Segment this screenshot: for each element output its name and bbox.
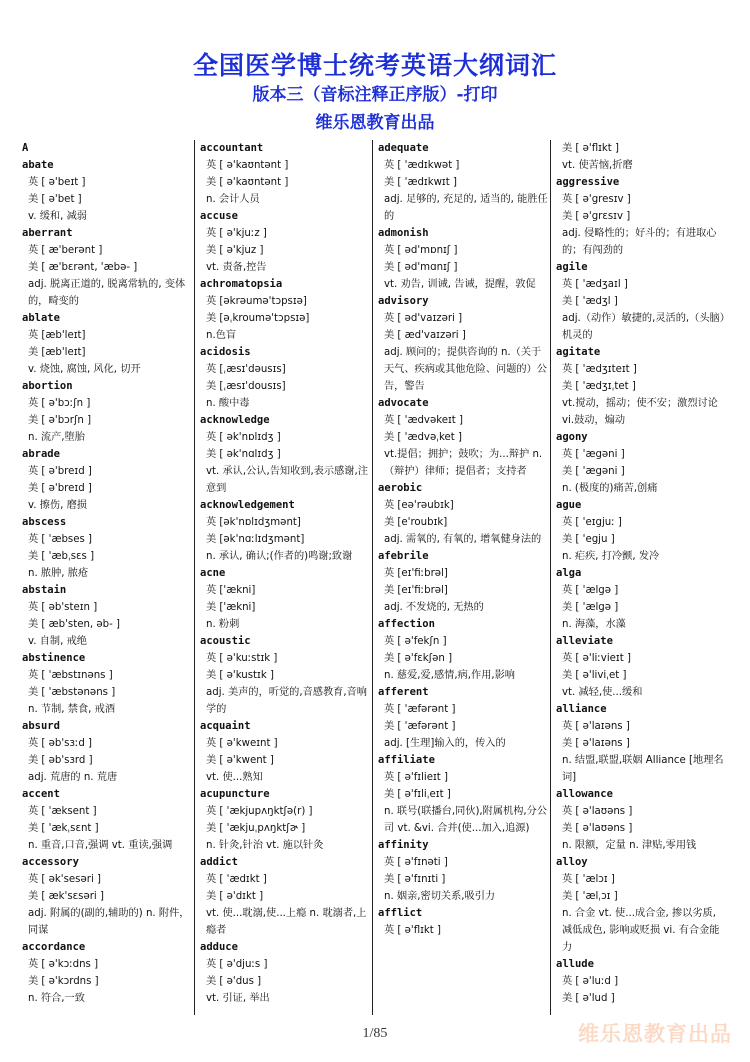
- definition-line: n. 结盟,联盟,联姻 Alliance [地理名词]: [562, 755, 724, 783]
- phonetic-line: 英 [ 'eɪgjuː ]: [562, 517, 622, 528]
- headword: agitate: [556, 346, 601, 358]
- phonetic-line: 美 [ ə'kwent ]: [206, 755, 274, 766]
- headword: advisory: [378, 295, 429, 307]
- phonetic-line: 英 [ 'ædʒɪteɪt ]: [562, 364, 637, 375]
- phonetic-line: 美 [ ə'dus ]: [206, 976, 262, 987]
- headword: aerobic: [378, 482, 423, 494]
- phonetic-line: 英 [ ə'fɪlieɪt ]: [384, 772, 449, 783]
- headword: abscess: [22, 516, 67, 528]
- phonetic-line: 英 [ ə'beɪt ]: [28, 177, 86, 188]
- phonetic-line: 美 [ 'ædʒɪˌtet ]: [562, 381, 636, 392]
- phonetic-line: 美 [ ə'flɪkt ]: [562, 143, 620, 154]
- headword: agile: [556, 261, 588, 273]
- phonetic-line: 美 [ ə'kaʊntənt ]: [206, 177, 289, 188]
- definition-line: adj. 美声的，听觉的,音感教育,音响学的: [206, 687, 367, 715]
- column-divider: [194, 140, 195, 1015]
- phonetic-line: 美 [ 'ædʒl ]: [562, 296, 618, 307]
- phonetic-line: 美 [ 'ægəni ]: [562, 466, 625, 477]
- phonetic-line: 英 [ 'ædʒaɪl ]: [562, 279, 628, 290]
- phonetic-line: 美 [ 'ælˌɔɪ ]: [562, 891, 618, 902]
- phonetic-line: 英 ['ækni]: [206, 585, 256, 596]
- phonetic-line: 英 [eɪ'fiːbrəl]: [384, 568, 448, 579]
- phonetic-line: 英 [ək'nɒlɪdʒmənt]: [206, 517, 301, 528]
- definition-line: vt. 使苦恼,折磨: [562, 160, 633, 171]
- phonetic-line: 美 [ 'ædɪkwɪt ]: [384, 177, 457, 188]
- headword: acquaint: [200, 720, 251, 732]
- phonetic-line: 英 [ əd'mɒnɪʃ ]: [384, 245, 458, 256]
- phonetic-line: 英 [ ə'kweɪnt ]: [206, 738, 278, 749]
- page-title: 全国医学博士统考英语大纲词汇: [192, 51, 557, 80]
- phonetic-line: 英 [ əb'steɪn ]: [28, 602, 98, 613]
- column-4: [556, 140, 726, 1015]
- headword: abstain: [22, 584, 67, 596]
- definition-line: vt. 引证, 举出: [206, 993, 270, 1004]
- phonetic-line: 美 [ æd'vaɪzəri ]: [384, 330, 466, 341]
- phonetic-line: 美 [ 'æfərənt ]: [384, 721, 456, 732]
- headword: alga: [556, 567, 582, 579]
- phonetic-line: 英 [ ə'laɪəns ]: [562, 721, 630, 732]
- definition-line: vt. 使...熟知: [206, 772, 263, 783]
- definition-line: n. 姻亲,密切关系,吸引力: [384, 891, 496, 902]
- phonetic-line: 英 [ ə'fɪnəti ]: [384, 857, 448, 868]
- column-divider: [372, 140, 373, 1015]
- definition-line: vt.提倡；拥护；鼓吹；为...辩护 n.（辩护）律师；提倡者；支持者: [384, 449, 543, 477]
- column-divider: [550, 140, 551, 1015]
- definition-line: n. 符合,一致: [28, 993, 85, 1004]
- phonetic-line: 英 [ ə'liːvieɪt ]: [562, 653, 631, 664]
- headword: addict: [200, 856, 238, 868]
- definition-line: v. 擦伤, 磨损: [28, 500, 87, 511]
- phonetic-line: 美 [æb'leɪt]: [28, 347, 86, 358]
- headword: alliance: [556, 703, 607, 715]
- phonetic-line: 英 [ ə'kjuːz ]: [206, 228, 267, 239]
- phonetic-line: 美 [ 'ækˌsɛnt ]: [28, 823, 99, 834]
- definition-line: vt. 减轻,使...缓和: [562, 687, 643, 698]
- headword: adduce: [200, 941, 238, 953]
- headword: accessory: [22, 856, 79, 868]
- phonetic-line: 美 [ ə'fɛkʃən ]: [384, 653, 453, 664]
- phonetic-line: 美 [ ə'bet ]: [28, 194, 82, 205]
- phonetic-line: 英 [ ə'laʊəns ]: [562, 806, 633, 817]
- definition-line: n. 海藻，水藻: [562, 619, 626, 630]
- definition-line: v. 自制, 戒绝: [28, 636, 87, 647]
- definition-line: n. 流产,堕胎: [28, 432, 85, 443]
- definition-line: vt. 使...耽溺,使...上瘾 n. 耽溺者,上瘾者: [206, 908, 367, 936]
- phonetic-line: 英 [ 'ædɪkwət ]: [384, 160, 460, 171]
- definition-line: adj. 足够的, 充足的, 适当的, 能胜任的: [384, 194, 548, 222]
- headword: adequate: [378, 142, 429, 154]
- phonetic-line: 美 [ əb'sɜrd ]: [28, 755, 93, 766]
- headword: allowance: [556, 788, 613, 800]
- phonetic-line: 美 [ æk'sɛsəri ]: [28, 891, 104, 902]
- phonetic-line: 美 [ 'egju ]: [562, 534, 615, 545]
- phonetic-line: 美 [ ə'lud ]: [562, 993, 615, 1004]
- headword: acupuncture: [200, 788, 270, 800]
- phonetic-line: 英 [eə'rəubɪk]: [384, 500, 454, 511]
- phonetic-line: 英 [ 'æfərənt ]: [384, 704, 456, 715]
- headword: ablate: [22, 312, 60, 324]
- phonetic-line: 美 [ ə'fɪliˌeɪt ]: [384, 789, 451, 800]
- phonetic-line: 英 [ ək'nɒlɪdʒ ]: [206, 432, 281, 443]
- phonetic-line: 英 [ 'ædɪkt ]: [206, 874, 267, 885]
- definition-line: v. 烧蚀, 腐蚀, 风化, 切开: [28, 364, 141, 375]
- headword: A: [22, 142, 29, 154]
- headword: abstinence: [22, 652, 86, 664]
- headword: ague: [556, 499, 582, 511]
- headword: acknowledge: [200, 414, 270, 426]
- column-3: [378, 140, 548, 1015]
- column-2: [200, 140, 370, 1015]
- phonetic-line: 英 [ ə'kɔːdns ]: [28, 959, 99, 970]
- phonetic-line: 美 [ək'nɑːlɪdʒmənt]: [206, 534, 305, 545]
- headword: abrade: [22, 448, 60, 460]
- definition-line: adj. 不发烧的, 无热的: [384, 602, 484, 613]
- phonetic-line: 美 [ ə'liviˌet ]: [562, 670, 627, 681]
- phonetic-line: 美 [ əd'mɑnɪʃ ]: [384, 262, 458, 273]
- phonetic-line: 美 [ 'ælgə ]: [562, 602, 619, 613]
- definition-line: adj. 脱离正道的, 脱离常轨的, 变体的，畸变的: [28, 279, 186, 307]
- definition-line: n. 脓肿, 脓疮: [28, 568, 89, 579]
- phonetic-line: 美 [ ə'kɔrdns ]: [28, 976, 99, 987]
- phonetic-line: 美 [əˌkroumə'tɔpsɪə]: [206, 313, 310, 324]
- phonetic-line: 英 [ 'ædvəkeɪt ]: [384, 415, 464, 426]
- definition-line: n. 联号(联播台,同伙),附属机构,分公司 vt. &vi. 合并(使...加入,追源): [384, 806, 548, 834]
- definition-line: adj.（动作）敏捷的,灵活的,（头脑）机灵的: [562, 313, 725, 341]
- headword: acoustic: [200, 635, 251, 647]
- phonetic-line: 英 [ ə'djuːs ]: [206, 959, 268, 970]
- headword: absurd: [22, 720, 60, 732]
- phonetic-line: 英 [ əd'vaɪzəri ]: [384, 313, 463, 324]
- vocabulary-columns: [22, 140, 732, 1015]
- definition-line: n. 疟疾, 打冷颤, 发冷: [562, 551, 660, 562]
- headword: admonish: [378, 227, 429, 239]
- headword: aggressive: [556, 176, 620, 188]
- phonetic-line: 英 [ ə'kuːstɪk ]: [206, 653, 278, 664]
- phonetic-line: 英 [ ə'breɪd ]: [28, 466, 92, 477]
- definition-line: adj. 需氧的, 有氧的, 增氧健身法的: [384, 534, 542, 545]
- phonetic-line: 英 [ 'ælgə ]: [562, 585, 619, 596]
- phonetic-line: 美 [ 'ækjuˌpʌŋktʃɚ ]: [206, 823, 306, 834]
- phonetic-line: 英 [ 'æbstɪnəns ]: [28, 670, 113, 681]
- phonetic-line: 英 [ˌæsɪ'dəusɪs]: [206, 364, 286, 375]
- phonetic-line: 美 [ ə'kjuz ]: [206, 245, 264, 256]
- phonetic-line: 美 [ ək'nɑlɪdʒ ]: [206, 449, 281, 460]
- headword: alleviate: [556, 635, 613, 647]
- phonetic-line: 美 [ ə'breɪd ]: [28, 483, 92, 494]
- definition-line: vt. 责备,控告: [206, 262, 267, 273]
- phonetic-line: 美 [ ə'kustɪk ]: [206, 670, 274, 681]
- phonetic-line: 英 [ ə'fekʃn ]: [384, 636, 447, 647]
- phonetic-line: 美 [ 'æbstənəns ]: [28, 687, 116, 698]
- phonetic-line: 英 [ ə'luːd ]: [562, 976, 619, 987]
- headword: affiliate: [378, 754, 435, 766]
- phonetic-line: 英 [əkrəumə'tɔpsɪə]: [206, 296, 307, 307]
- definition-line: n. 慈爱,爱,感情,病,作用,影响: [384, 670, 515, 681]
- headword: accuse: [200, 210, 238, 222]
- phonetic-line: 美 [ ə'laʊəns ]: [562, 823, 633, 834]
- phonetic-line: 英 [ ə'gresɪv ]: [562, 194, 631, 205]
- phonetic-line: 英 [ 'ægəni ]: [562, 449, 625, 460]
- headword: agony: [556, 431, 588, 443]
- phonetic-line: 英 [ 'æbses ]: [28, 534, 93, 545]
- headword: allude: [556, 958, 594, 970]
- definition-line: n.色盲: [206, 330, 237, 341]
- phonetic-line: 美 [ ə'dɪkt ]: [206, 891, 264, 902]
- phonetic-line: 英 [ ə'bɔːʃn ]: [28, 398, 91, 409]
- headword: afferent: [378, 686, 429, 698]
- phonetic-line: 英 [ əb'sɜːd ]: [28, 738, 93, 749]
- phonetic-line: 英 [ ək'sesəri ]: [28, 874, 101, 885]
- definition-line: adj. 侵略性的；好斗的；有进取心的；有闯劲的: [562, 228, 717, 256]
- headword: afflict: [378, 907, 423, 919]
- definition-line: n. 节制, 禁食, 戒酒: [28, 704, 116, 715]
- phonetic-line: 英 [ ə'kaʊntənt ]: [206, 160, 289, 171]
- definition-line: n. 承认, 确认;(作者的)鸣谢;致谢: [206, 551, 353, 562]
- headword: acidosis: [200, 346, 251, 358]
- headword: afebrile: [378, 550, 429, 562]
- definition-line: adj. 附属的(副的,辅助的) n. 附件，同谋: [28, 908, 190, 936]
- phonetic-line: 美 [ æb'sten, əb- ]: [28, 619, 121, 630]
- definition-line: n. 粉刺: [206, 619, 240, 630]
- phonetic-line: 英 [ æ'berənt ]: [28, 245, 103, 256]
- definition-line: adj. 荒唐的 n. 荒唐: [28, 772, 118, 783]
- definition-line: n. 重音,口音,强调 vt. 重读,强调: [28, 840, 173, 851]
- watermark: 维乐恩教育出品: [578, 1022, 732, 1046]
- definition-line: n. 会计人员: [206, 194, 260, 205]
- definition-line: adj. 顾问的；提供咨询的 n.（关于天气、疾病或其他危险、问题的）公告，警告: [384, 347, 547, 392]
- phonetic-line: 美 [ ə'laɪəns ]: [562, 738, 630, 749]
- phonetic-line: 美 [ ə'bɔrʃn ]: [28, 415, 92, 426]
- phonetic-line: 美 [ ə'grɛsɪv ]: [562, 211, 631, 222]
- phonetic-line: 美 ['ækni]: [206, 602, 256, 613]
- definition-line: v. 缓和, 减弱: [28, 211, 87, 222]
- headword: accordance: [22, 941, 86, 953]
- headword: affinity: [378, 839, 429, 851]
- headword: accent: [22, 788, 60, 800]
- definition-line: vt. 承认,公认,告知收到,表示感谢,注意到: [206, 466, 368, 494]
- phonetic-line: 英 [ ə'flɪkt ]: [384, 925, 442, 936]
- phonetic-line: 美 [ˌæsɪ'dousɪs]: [206, 381, 286, 392]
- page-subtitle: 版本三（音标注释正序版）-打印: [252, 85, 498, 105]
- phonetic-line: 美 [eɪ'fiːbrəl]: [384, 585, 448, 596]
- phonetic-line: 美 [ 'ædvəˌket ]: [384, 432, 463, 443]
- definition-line: vt.搅动，摇动；使不安；激烈讨论 vi.鼓动，煽动: [562, 398, 718, 426]
- headword: advocate: [378, 397, 429, 409]
- phonetic-line: 英 [ 'ækjupʌŋktʃə(r) ]: [206, 806, 313, 817]
- definition-line: n. (极度的)痛苦,创痛: [562, 483, 658, 494]
- headword: aberrant: [22, 227, 73, 239]
- phonetic-line: 美 [ 'æbˌsɛs ]: [28, 551, 95, 562]
- phonetic-line: 美 [e'roubɪk]: [384, 517, 448, 528]
- headword: acknowledgement: [200, 499, 295, 511]
- headword: abortion: [22, 380, 73, 392]
- definition-line: n. 合金 vt. 使...成合金, 掺以劣质, 减低成色, 影响或贬损 vi. 有合金能力: [562, 908, 720, 953]
- publisher-line: 维乐恩教育出品: [315, 113, 435, 133]
- phonetic-line: 美 [ æ'bɛrənt, 'æbə- ]: [28, 262, 138, 273]
- definition-line: n. 针灸,针治 vt. 施以针灸: [206, 840, 324, 851]
- headword: affection: [378, 618, 435, 630]
- headword: acne: [200, 567, 226, 579]
- column-1: [22, 140, 192, 1015]
- definition-line: vt. 劝告, 训诫, 告诫，提醒，敦促: [384, 279, 536, 290]
- headword: alloy: [556, 856, 588, 868]
- definition-line: adj. [生理]输入的，传入的: [384, 738, 506, 749]
- phonetic-line: 英 [æb'leɪt]: [28, 330, 86, 341]
- page-number: 1/85: [362, 1026, 388, 1041]
- phonetic-line: 美 [ ə'fɪnɪti ]: [384, 874, 446, 885]
- definition-line: n. 酸中毒: [206, 398, 250, 409]
- phonetic-line: 英 [ 'æksent ]: [28, 806, 97, 817]
- headword: achromatopsia: [200, 278, 283, 290]
- headword: accountant: [200, 142, 264, 154]
- phonetic-line: 英 [ 'ælɔɪ ]: [562, 874, 615, 885]
- headword: abate: [22, 159, 54, 171]
- definition-line: n. 限额，定量 n. 津贴,零用钱: [562, 840, 697, 851]
